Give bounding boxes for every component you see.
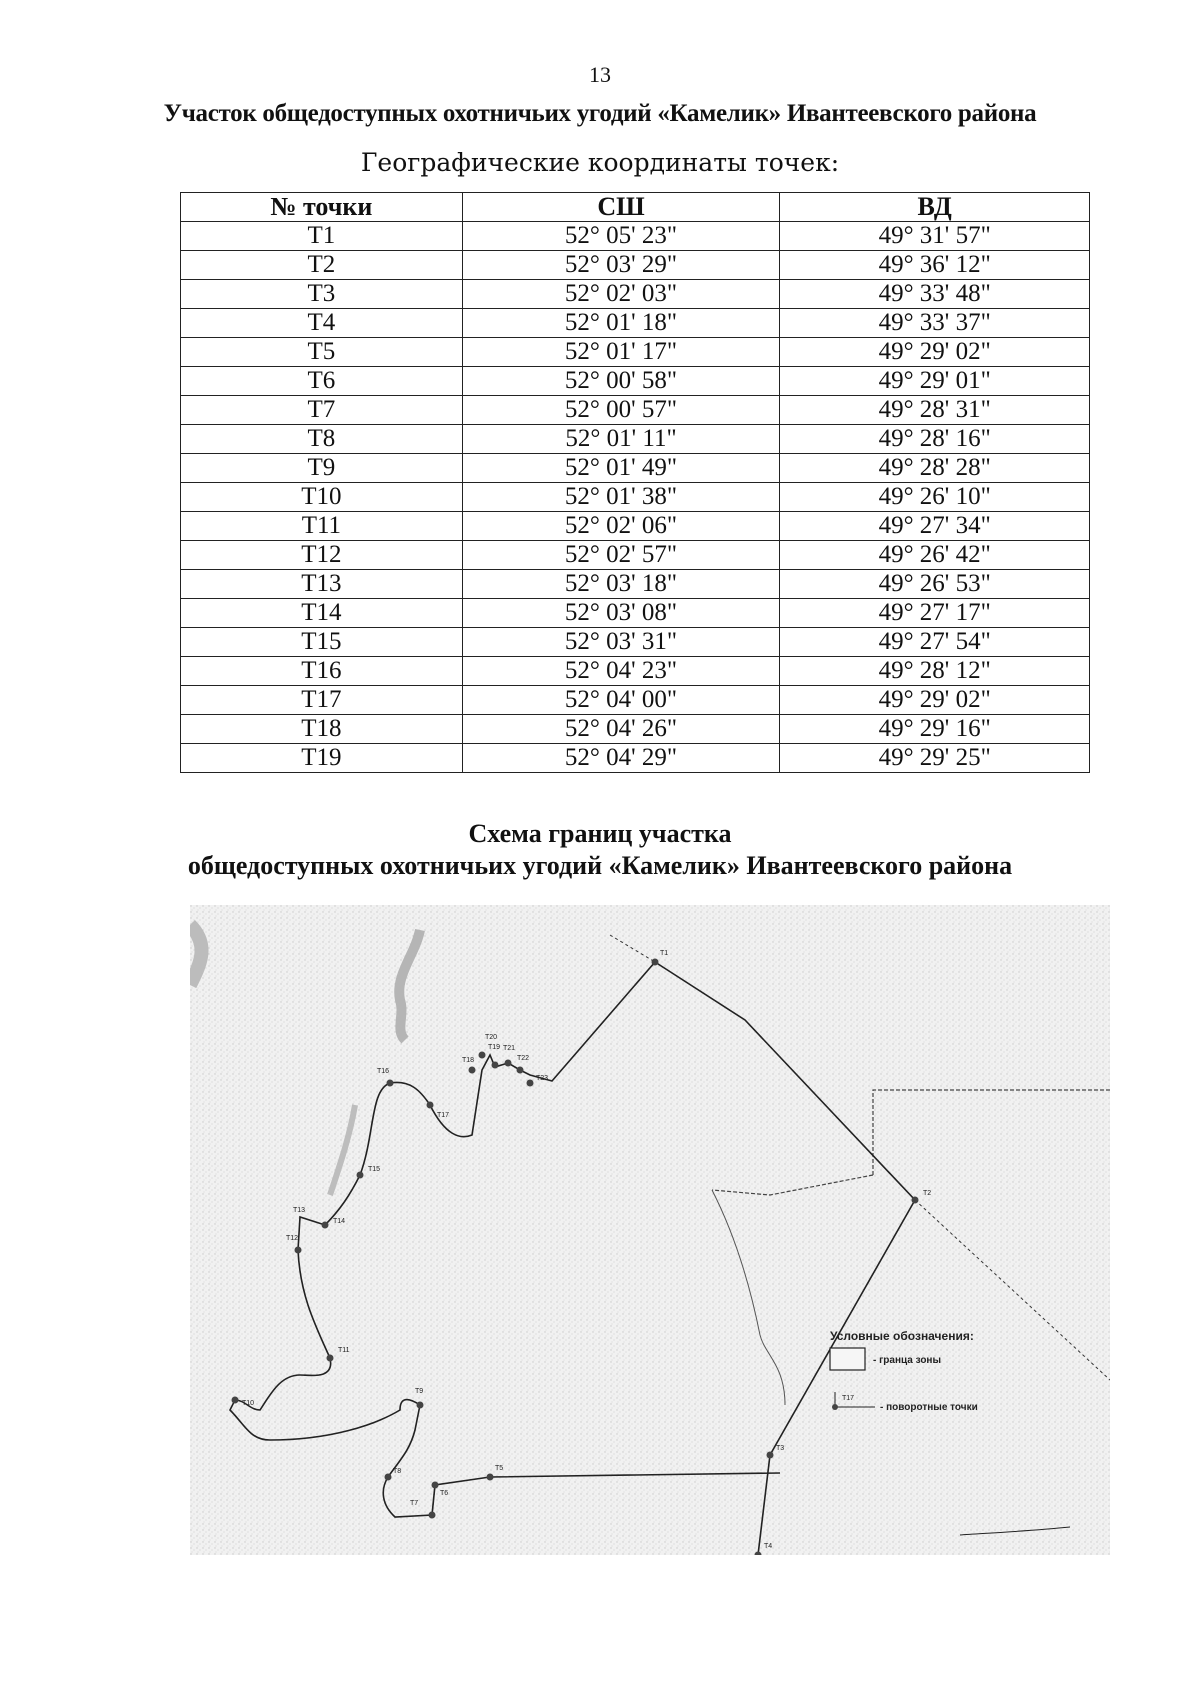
cell-lon: 49° 29' 02" <box>780 338 1090 367</box>
cell-lon: 49° 29' 16" <box>780 715 1090 744</box>
table-row <box>181 483 1090 512</box>
turning-point-t1 <box>652 959 659 966</box>
cell-lon: 49° 28' 16" <box>780 425 1090 454</box>
cell-point: Т7 <box>181 396 463 425</box>
table-row <box>181 280 1090 309</box>
map-label-t18: Т18 <box>462 1057 475 1064</box>
table-row <box>181 570 1090 599</box>
table-row <box>181 628 1090 657</box>
cell-lon: 49° 28' 12" <box>780 657 1090 686</box>
cell-lon: 49° 26' 42" <box>780 541 1090 570</box>
document-title: Участок общедоступных охотничьих угодий «Камелик» Ивантеевского района <box>163 100 1037 127</box>
turning-point-t14 <box>322 1222 329 1229</box>
header-latitude: СШ <box>462 193 780 222</box>
map-label-t6: Т6 <box>440 1490 449 1497</box>
cell-lat: 52° 01' 11" <box>462 425 780 454</box>
legend-sample-point: Т17 <box>842 1395 855 1402</box>
cell-lat: 52° 02' 57" <box>462 541 780 570</box>
table-row <box>181 512 1090 541</box>
cell-point: Т12 <box>181 541 463 570</box>
turning-point-t2 <box>912 1197 919 1204</box>
map-label-t10: Т10 <box>242 1400 255 1407</box>
turning-point-t7 <box>429 1512 436 1519</box>
map-label-t15: Т15 <box>368 1166 381 1173</box>
document-subtitle: Географические координаты точек: <box>360 148 840 177</box>
map-label-t20: Т20 <box>485 1034 498 1041</box>
cell-point: Т8 <box>181 425 463 454</box>
cell-point: Т1 <box>181 222 463 251</box>
map-label-t16: Т16 <box>377 1068 390 1075</box>
cell-lon: 49° 29' 01" <box>780 367 1090 396</box>
boundary-map <box>190 905 1110 1555</box>
table-row <box>181 744 1090 773</box>
cell-point: Т2 <box>181 251 463 280</box>
turning-point-t5 <box>487 1474 494 1481</box>
cell-point: Т5 <box>181 338 463 367</box>
map-label-t2: Т2 <box>923 1190 932 1197</box>
cell-lon: 49° 31' 57" <box>780 222 1090 251</box>
map-label-t17: Т17 <box>437 1112 450 1119</box>
cell-lon: 49° 28' 31" <box>780 396 1090 425</box>
cell-point: Т15 <box>181 628 463 657</box>
cell-lon: 49° 36' 12" <box>780 251 1090 280</box>
table-row <box>181 251 1090 280</box>
cell-lat: 52° 03' 29" <box>462 251 780 280</box>
cell-point: Т17 <box>181 686 463 715</box>
table-row <box>181 338 1090 367</box>
cell-lat: 52° 01' 49" <box>462 454 780 483</box>
table-row <box>181 657 1090 686</box>
cell-lon: 49° 27' 17" <box>780 599 1090 628</box>
cell-lat: 52° 00' 57" <box>462 396 780 425</box>
table-row <box>181 715 1090 744</box>
cell-point: Т13 <box>181 570 463 599</box>
cell-lat: 52° 02' 06" <box>462 512 780 541</box>
page-number: 13 <box>589 62 611 87</box>
cell-lat: 52° 04' 23" <box>462 657 780 686</box>
map-label-t21: Т21 <box>503 1045 516 1052</box>
cell-lat: 52° 01' 38" <box>462 483 780 512</box>
cell-lat: 52° 01' 17" <box>462 338 780 367</box>
cell-lat: 52° 00' 58" <box>462 367 780 396</box>
table-row <box>181 686 1090 715</box>
map-label-t8: Т8 <box>393 1468 402 1475</box>
table-row <box>181 541 1090 570</box>
map-label-t23: Т23 <box>536 1075 549 1082</box>
legend-title: Условные обозначения: <box>830 1329 974 1343</box>
table-row <box>181 599 1090 628</box>
table-row <box>181 367 1090 396</box>
map-label-t7: Т7 <box>410 1500 419 1507</box>
cell-point: Т19 <box>181 744 463 773</box>
legend-zone-swatch <box>830 1348 865 1370</box>
table-row <box>181 222 1090 251</box>
map-background <box>190 905 1110 1555</box>
map-svg <box>190 905 1110 1555</box>
turning-point-t10 <box>232 1397 239 1404</box>
cell-point: Т6 <box>181 367 463 396</box>
table-row <box>181 309 1090 338</box>
cell-lat: 52° 04' 26" <box>462 715 780 744</box>
legend-point-marker <box>832 1404 838 1410</box>
table-body <box>181 222 1090 773</box>
legend-point-label: - поворотные точки <box>880 1402 978 1413</box>
cell-lon: 49° 33' 37" <box>780 309 1090 338</box>
table-row <box>181 454 1090 483</box>
cell-point: Т9 <box>181 454 463 483</box>
cell-point: Т11 <box>181 512 463 541</box>
cell-lon: 49° 26' 10" <box>780 483 1090 512</box>
cell-lat: 52° 05' 23" <box>462 222 780 251</box>
cell-lat: 52° 04' 00" <box>462 686 780 715</box>
cell-lat: 52° 03' 08" <box>462 599 780 628</box>
cell-lat: 52° 02' 03" <box>462 280 780 309</box>
cell-lat: 52° 03' 18" <box>462 570 780 599</box>
turning-point-t21 <box>505 1060 512 1067</box>
turning-point-t11 <box>327 1355 334 1362</box>
table-row <box>181 425 1090 454</box>
map-label-t19: Т19 <box>488 1044 501 1051</box>
turning-point-t15 <box>357 1172 364 1179</box>
turning-point-t8 <box>385 1474 392 1481</box>
header-point: № точки <box>181 193 463 222</box>
turning-point-t20 <box>492 1062 499 1069</box>
cell-lat: 52° 01' 18" <box>462 309 780 338</box>
turning-point-t18 <box>469 1067 476 1074</box>
map-label-t4: Т4 <box>764 1543 773 1550</box>
turning-point-t16 <box>387 1080 394 1087</box>
cell-point: Т10 <box>181 483 463 512</box>
map-label-t1: Т1 <box>660 950 669 957</box>
cell-point: Т16 <box>181 657 463 686</box>
turning-point-t6 <box>432 1482 439 1489</box>
cell-point: Т14 <box>181 599 463 628</box>
map-label-t5: Т5 <box>495 1465 504 1472</box>
cell-point: Т3 <box>181 280 463 309</box>
header-longitude: ВД <box>780 193 1090 222</box>
map-label-t9: Т9 <box>415 1388 424 1395</box>
table-header-row <box>181 193 1090 222</box>
scheme-title-line1: Схема границ участка <box>468 819 732 848</box>
cell-point: Т18 <box>181 715 463 744</box>
cell-lon: 49° 29' 02" <box>780 686 1090 715</box>
map-label-t14: Т14 <box>333 1218 346 1225</box>
cell-lat: 52° 04' 29" <box>462 744 780 773</box>
cell-lon: 49° 26' 53" <box>780 570 1090 599</box>
turning-point-t17 <box>427 1102 434 1109</box>
table-row <box>181 396 1090 425</box>
turning-point-t12 <box>295 1247 302 1254</box>
cell-lat: 52° 03' 31" <box>462 628 780 657</box>
map-label-t13: Т13 <box>293 1207 306 1214</box>
cell-lon: 49° 28' 28" <box>780 454 1090 483</box>
cell-lon: 49° 27' 34" <box>780 512 1090 541</box>
cell-lon: 49° 29' 25" <box>780 744 1090 773</box>
scheme-title-line2: общедоступных охотничьих угодий «Камелик» Ивантеевского района <box>187 851 1013 880</box>
map-label-t3: Т3 <box>776 1445 785 1452</box>
turning-point-t23 <box>527 1080 534 1087</box>
cell-lon: 49° 27' 54" <box>780 628 1090 657</box>
map-label-t11: Т11 <box>338 1347 350 1354</box>
turning-point-t9 <box>417 1402 424 1409</box>
turning-point-t19 <box>479 1052 486 1059</box>
map-label-t12: Т12 <box>286 1235 299 1242</box>
turning-point-t22 <box>517 1067 524 1074</box>
legend-zone-label: - гранца зоны <box>873 1355 942 1366</box>
turning-point-t3 <box>767 1452 774 1459</box>
cell-point: Т4 <box>181 309 463 338</box>
cell-lon: 49° 33' 48" <box>780 280 1090 309</box>
coordinates-table <box>180 192 1090 773</box>
scheme-title <box>0 818 1200 882</box>
map-label-t22: Т22 <box>517 1055 530 1062</box>
